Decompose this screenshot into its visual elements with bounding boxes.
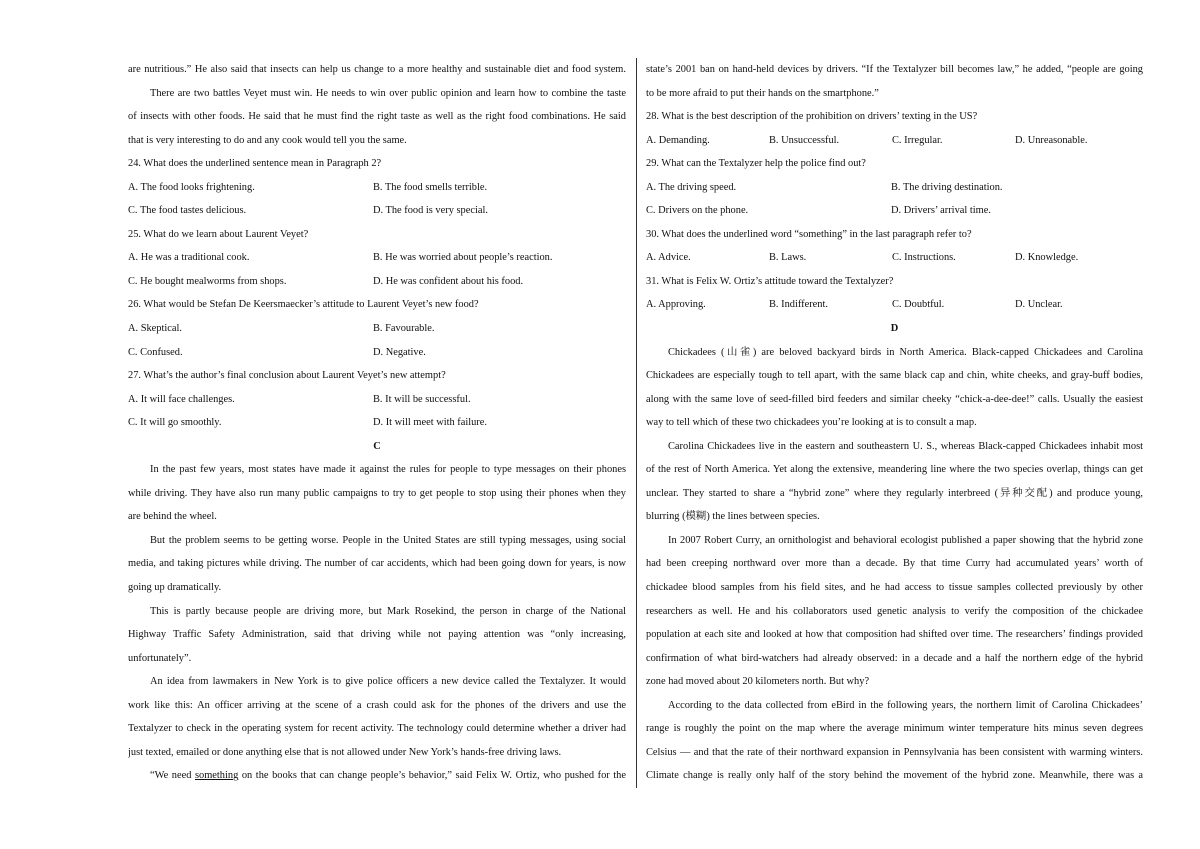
paragraph-line: that is very interesting to do and any cook would tell you the same. xyxy=(128,134,407,146)
paragraph-line: zone had moved about 20 kilometers north. But why? xyxy=(646,676,870,688)
option-b: B. It will be successful. xyxy=(373,393,471,405)
paragraph-line: while driving. They have also run many public campaigns to try to get people to stop using their phones when they xyxy=(128,487,626,499)
option-a: A. The driving speed. xyxy=(646,181,737,193)
paragraph-line: Climate change is really only half of the story behind the movement of the hybrid zone. Meanwhile, there was a xyxy=(646,770,1143,782)
paragraph-line: Carolina Chickadees live in the eastern and southeastern U. S., whereas Black-capped Chickadees inhabit most xyxy=(668,440,1143,452)
paragraph-line: of insects with other foods. He said that he must find the right taste as well as the right food combinations. He said xyxy=(128,111,626,123)
option-a: A. Advice. xyxy=(646,252,691,264)
paragraph-line: chickadee blood samples from his field sites, and he had access to tissue samples collected previously by other xyxy=(646,582,1143,594)
option-d: D. Unreasonable. xyxy=(1015,134,1088,146)
paragraph-line: unfortunately”. xyxy=(128,652,192,664)
option-c: C. Drivers on the phone. xyxy=(646,205,749,217)
question-27-options-row xyxy=(128,388,626,412)
option-a: A. Demanding. xyxy=(646,134,710,146)
option-b: B. The food smells terrible. xyxy=(373,181,488,193)
question-24: 24. What does the underlined sentence mean in Paragraph 2? xyxy=(128,158,382,170)
paragraph-line: to be more afraid to put their hands on the smartphone.” xyxy=(646,87,879,99)
paragraph-line: along with the same love of seed-filled bird feeders and similar cheeky “chick-a-dee-dee!” calls. Usually the easiest xyxy=(646,393,1143,405)
question-26: 26. What would be Stefan De Keersmaecker’s attitude to Laurent Veyet’s new food? xyxy=(128,299,479,311)
paragraph-line: There are two battles Veyet must win. He needs to win over public opinion and learn how to combine the taste xyxy=(150,87,626,99)
question-28-options-row xyxy=(646,129,1143,153)
question-31-options-row xyxy=(646,293,1143,317)
paragraph-line: researchers as well. He and his collaborators used genetic analysis to verify the composition of the chickadee xyxy=(646,605,1143,617)
question-28: 28. What is the best description of the prohibition on drivers’ texting in the US? xyxy=(646,111,978,123)
question-26-options-row xyxy=(128,317,626,341)
paragraph-line: range is roughly the point on the map where the average minimum winter temperature hits minus seven degrees xyxy=(646,723,1143,735)
paragraph-line: had been creeping northward over more than a decade. By that time Curry had accumulated years’ worth of xyxy=(646,558,1143,570)
paragraph-line: An idea from lawmakers in New York is to give police officers a new device called the Textalyzer. It would xyxy=(150,676,626,688)
option-a: A. Approving. xyxy=(646,299,706,311)
option-b: B. Favourable. xyxy=(373,323,435,335)
column-divider xyxy=(636,58,637,788)
question-27: 27. What’s the author’s final conclusion about Laurent Veyet’s new attempt? xyxy=(128,370,446,382)
section-heading-c: C xyxy=(373,440,381,452)
paragraph-line: population at each site and looked at how that composition had shifted over time. The researchers’ findings provided xyxy=(646,629,1143,641)
quote-start: “We need xyxy=(150,770,195,782)
option-b: B. Laws. xyxy=(769,252,807,264)
paragraph-line: This is partly because people are driving more, but Mark Rosekind, the person in charge of the National xyxy=(150,605,626,617)
paragraph-line: blurring (模糊) the lines between species. xyxy=(646,511,820,523)
option-c: C. Irregular. xyxy=(892,134,943,146)
paragraph-line: unclear. They started to share a “hybrid zone” where they regularly interbreed (异种交配) and produce young, xyxy=(646,487,1143,499)
question-27-options-row xyxy=(128,411,626,435)
option-c: C. It will go smoothly. xyxy=(128,417,222,429)
paragraph-line: In the past few years, most states have made it against the rules for people to type messages on their phones xyxy=(150,464,626,476)
option-b: B. He was worried about people’s reaction. xyxy=(373,252,553,264)
paragraph-line: state’s 2001 ban on hand-held devices by drivers. “If the Textalyzer bill becomes law,” he added, “people are going xyxy=(646,64,1143,75)
paragraph-line: confirmation of what bird-watchers had already observed: in a decade and a half the northern edge of the hybrid xyxy=(646,652,1143,664)
quote-rest: on the books that can change people’s behavior,” said Felix W. Ortiz, who pushed for the xyxy=(238,770,626,782)
option-c: C. Confused. xyxy=(128,346,183,358)
question-30: 30. What does the underlined word “something” in the last paragraph refer to? xyxy=(646,228,972,240)
option-c: C. Doubtful. xyxy=(892,299,945,311)
option-b: B. Indifferent. xyxy=(769,299,828,311)
option-d: D. The food is very special. xyxy=(373,205,488,217)
option-a: A. He was a traditional cook. xyxy=(128,252,250,264)
paragraph-line: going up dramatically. xyxy=(128,582,222,594)
option-d: D. He was confident about his food. xyxy=(373,275,524,287)
paragraph-line: way to tell which of these two chickadees you’re looking at is to consult a map. xyxy=(646,417,977,429)
question-26-options-row xyxy=(128,341,626,365)
question-31: 31. What is Felix W. Ortiz’s attitude toward the Textalyzer? xyxy=(646,275,894,287)
option-a: A. The food looks frightening. xyxy=(128,181,255,193)
left-column xyxy=(128,58,626,788)
option-d: D. Knowledge. xyxy=(1015,252,1079,264)
option-c: C. Instructions. xyxy=(892,252,956,264)
question-24-options-row xyxy=(128,176,626,200)
question-24-options-row xyxy=(128,199,626,223)
paragraph-line: just texted, emailed or done anything else that is not allowed under New York’s hands-free driving laws. xyxy=(128,746,562,758)
underlined-word-something: something xyxy=(194,770,239,782)
option-c: C. He bought mealworms from shops. xyxy=(128,275,287,287)
paragraph-line: Chickadees are especially tough to tell apart, with the same black cap and chin, white cheeks, and gray-buff bodies, xyxy=(646,370,1143,382)
paragraph-line: are nutritious.” He also said that insects can help us change to a more healthy and sustainable diet and food system. xyxy=(128,64,626,75)
question-30-options-row xyxy=(646,246,1143,270)
option-d: D. Negative. xyxy=(373,346,426,358)
section-heading-d: D xyxy=(890,323,899,335)
paragraph-line: Highway Traffic Safety Administration, said that driving while not paying attention was “only increasing, xyxy=(128,629,626,641)
paragraph-line: In 2007 Robert Curry, an ornithologist and behavioral ecologist published a paper showing that the hybrid zone xyxy=(668,534,1143,546)
paragraph-line: of the rest of North America. Yet along the extensive, meandering line where the two species overlap, things can get xyxy=(646,464,1143,476)
option-a: A. Skeptical. xyxy=(128,323,182,335)
option-a: A. It will face challenges. xyxy=(128,393,235,405)
paragraph-line: Chickadees (山雀) are beloved backyard birds in North America. Black-capped Chickadees and Carolina xyxy=(668,346,1143,358)
question-29: 29. What can the Textalyzer help the police find out? xyxy=(646,158,866,170)
paragraph-line: are behind the wheel. xyxy=(128,511,217,523)
option-d: D. Drivers’ arrival time. xyxy=(891,205,991,217)
question-29-options-row xyxy=(646,176,1143,200)
paragraph-line: But the problem seems to be getting worse. People in the United States are still typing messages, using social xyxy=(150,534,626,546)
option-d: D. It will meet with failure. xyxy=(373,417,487,429)
paragraph-line: media, and taking pictures while driving. The number of car accidents, which had been going down for years, is now xyxy=(128,558,626,570)
right-column xyxy=(646,58,1143,788)
question-29-options-row xyxy=(646,199,1143,223)
paragraph-line: work like this: An officer arriving at the scene of a crash could ask for the phones of the drivers and use the xyxy=(128,699,626,711)
question-25-options-row xyxy=(128,246,626,270)
option-c: C. The food tastes delicious. xyxy=(128,205,247,217)
option-d: D. Unclear. xyxy=(1015,299,1063,311)
question-25: 25. What do we learn about Laurent Veyet? xyxy=(128,228,309,240)
option-b: B. Unsuccessful. xyxy=(769,134,840,146)
option-b: B. The driving destination. xyxy=(891,181,1003,193)
question-25-options-row xyxy=(128,270,626,294)
paragraph-line: According to the data collected from eBird in the following years, the northern limit of Carolina Chickadees’ xyxy=(668,699,1143,711)
paragraph-line: Textalyzer to check in the operating system for recent activity. The technology could determine whether a driver had xyxy=(128,723,626,735)
paragraph-line xyxy=(128,764,626,788)
paragraph-line: Celsius — and that the rate of their northward expansion in Pennsylvania has been consistent with warming winters. xyxy=(646,746,1143,758)
